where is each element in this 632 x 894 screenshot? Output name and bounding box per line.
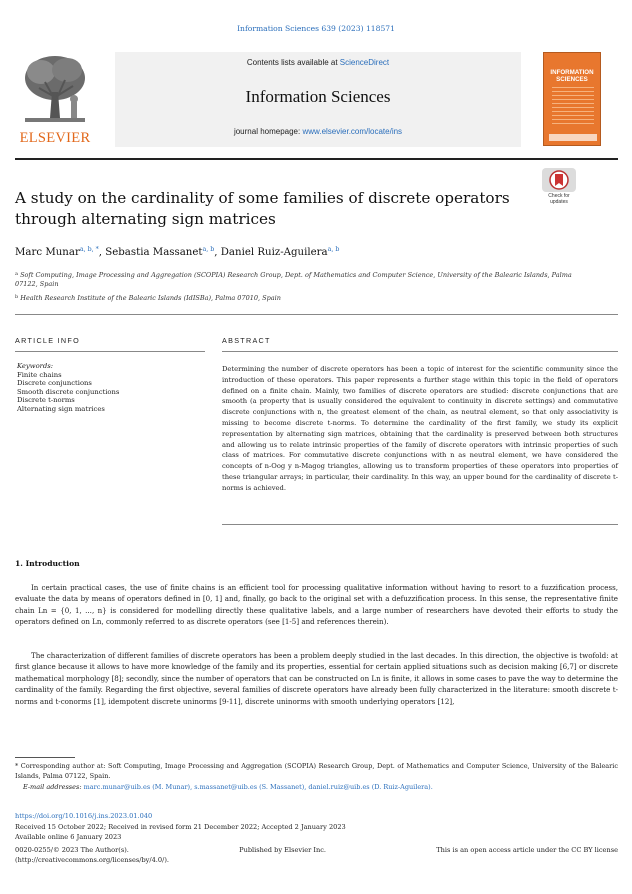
journal-cover[interactable]: [543, 52, 601, 146]
keyword: Smooth discrete conjunctions: [17, 387, 120, 396]
keyword: Alternating sign matrices: [17, 404, 105, 413]
affiliation: [15, 293, 575, 303]
cover-title: INFORMATION SCIENCES: [550, 69, 594, 83]
journal-reference[interactable]: Information Sciences 639 (2023) 118571: [237, 24, 395, 33]
masthead: [15, 52, 620, 147]
journal-banner: [115, 52, 521, 147]
section-heading-introduction: 1. Introduction: [15, 559, 80, 568]
journal-title[interactable]: Information Sciences: [245, 87, 391, 106]
elsevier-logo[interactable]: [15, 52, 95, 147]
keyword: Discrete conjunctions: [17, 379, 92, 388]
author-marks[interactable]: a, b: [202, 246, 215, 253]
contents-prefix: Contents lists available at: [246, 58, 340, 67]
check-for-updates-label: Check for updates: [548, 193, 570, 205]
sciencedirect-link[interactable]: ScienceDirect: [339, 58, 390, 67]
received-dates: Received 15 October 2022; Received in revised form 21 December 2022; Accepted 2 January 2023: [15, 823, 346, 831]
keywords-label: Keywords:: [17, 362, 54, 370]
cover-footer-band: [549, 134, 597, 141]
footnote-rule: [15, 757, 75, 758]
body-paragraph: [15, 582, 618, 628]
affiliation-mark: b: [15, 294, 19, 300]
bookmark-icon: [542, 168, 576, 192]
doi-link[interactable]: https://doi.org/10.1016/j.ins.2023.01.040: [15, 812, 153, 820]
homepage-line: [115, 127, 521, 136]
corresponding-author-note: * Corresponding author at: Soft Computing, Image Processing and Aggregation (SCOPIA) Research Group, Dept. of Mathematics and Computer Science, University of the Balearic Islands, Palma 07122, Spain.: [15, 762, 618, 780]
author-name[interactable]: Sebastia Massanet: [105, 247, 203, 258]
author-name[interactable]: Daniel Ruiz-Aguilera: [220, 247, 328, 258]
affiliation-text: Health Research Institute of the Balearic Islands (IdISBa), Palma 07010, Spain: [20, 294, 281, 302]
license-link[interactable]: (http://creativecommons.org/licenses/by/4.0/).: [15, 856, 169, 864]
paragraph-text: The characterization of different families of discrete operators has been a problem deeply studied in the last decades. In this direction, the objective is twofold: at first glance because it allows to have more knowledge of the family and its properties, essential for certain applied situations such as decision making [6,7] or discrete mathematical morphology [8]; secondly, since the number of operators that can be constructed on Ln is finite, it allows in some cases to pave the way to determine the cardinality of the family. Regarding the first objective, several families of discrete operators have already been fully characterized in the literature: smooth discrete t-norms and t-conorms [1], idempotent discrete uninorms [9-11], discrete uninorms with smooth underlying operators [12],: [15, 651, 618, 706]
homepage-prefix: journal homepage:: [233, 127, 303, 136]
copyright-text: 0020-0255/© 2023 The Author(s).: [15, 846, 129, 854]
article-info-heading: ARTICLE INFO: [15, 336, 80, 345]
author-list: [15, 246, 339, 258]
check-for-updates-icon: [542, 168, 576, 192]
available-online: Available online 6 January 2023: [15, 833, 122, 841]
copyright-line: [15, 846, 618, 856]
publisher-name: ELSEVIER: [19, 130, 91, 146]
keyword: Discrete t-norms: [17, 396, 75, 405]
cover-decoration: [552, 87, 594, 127]
author-separator: ,: [98, 247, 106, 258]
check-for-updates-badge[interactable]: [540, 168, 578, 206]
abstract-text: Determining the number of discrete operators has been a topic of interest for the scientific community since the introduction of these operators. This paper represents a further stage within this topic in the field of operators defined on a finite chain. Mainly, two families of discrete operators are studied: discrete conjunctions that are smooth (a property that is usually considered the equivalent to continuity in discrete settings) and commutative discrete conjunctions with n, the greatest element of the chain, as neutral element, so that only associativity is missing to become discrete t-norms. To determine the cardinality of the first family, we study its explicit representation by alternating sign matrices, obtaining that the cardinality is preserved between both structures and allowing us to relate intrinsic properties of the family of discrete operators with intrinsic properties of such class of matrices. For commutative discrete conjunctions with n as neutral element, we have considered the concepts of n-Oog y n-Magog triangles, allowing us to transform properties of these operators into properties of these triangular arrays; in particular, their cardinality. In this way, an upper bound for the cardinality of discrete t-norms is achieved.: [222, 365, 618, 492]
body-paragraph: [15, 650, 618, 707]
homepage-link[interactable]: www.elsevier.com/locate/ins: [302, 127, 403, 136]
elsevier-tree-icon: [19, 52, 91, 128]
keyword: Finite chains: [17, 370, 62, 379]
affiliation: [15, 270, 575, 289]
contents-line: [115, 58, 521, 67]
keywords-list: [17, 362, 119, 414]
publisher-credit: Published by Elsevier Inc.: [239, 846, 326, 854]
masthead-divider: [15, 158, 618, 160]
author-name[interactable]: Marc Munar: [15, 247, 80, 258]
email-label: E-mail addresses:: [23, 783, 82, 791]
article-info-rule: [15, 351, 205, 352]
abstract-heading: ABSTRACT: [222, 336, 271, 345]
affiliation-text: Soft Computing, Image Processing and Aggregation (SCOPIA) Research Group, Dept. of Mathematics and Computer Science, University of the Balearic Islands, Palma 07122, Spain: [15, 271, 572, 288]
author-marks[interactable]: a, b, *: [79, 246, 99, 253]
author-separator: ,: [214, 247, 221, 258]
paper-title: A study on the cardinality of some families of discrete operators through alternating sign matrices: [15, 189, 510, 228]
affiliation-divider: [15, 314, 618, 315]
abstract-rule: [222, 351, 618, 352]
license-text: This is an open access article under the CC BY license: [436, 846, 618, 854]
paragraph-text: In certain practical cases, the use of finite chains is an efficient tool for processing qualitative information without having to resort to a fuzzification process, evaluate the data by means of operators defined in [0, 1] and, finally, go back to the original set with a defuzzification process. In this sense, the representative finite chain Ln = {0, 1, ..., n} is considered for modelling directly these qualitative labels, and a large number of researchers have devoted their efforts to study the operators defined on Ln, commonly referred to as discrete operators (see [1-5] and references therein).: [15, 583, 618, 627]
email-links[interactable]: marc.munar@uib.es (M. Munar), s.massanet@uib.es (S. Massanet), daniel.ruiz@uib.es (D. Ruiz-Aguilera).: [83, 783, 433, 791]
affiliation-mark: a: [15, 271, 18, 277]
email-addresses: [15, 783, 618, 793]
abstract-bottom-rule: [222, 524, 618, 525]
author-marks[interactable]: a, b: [327, 246, 340, 253]
